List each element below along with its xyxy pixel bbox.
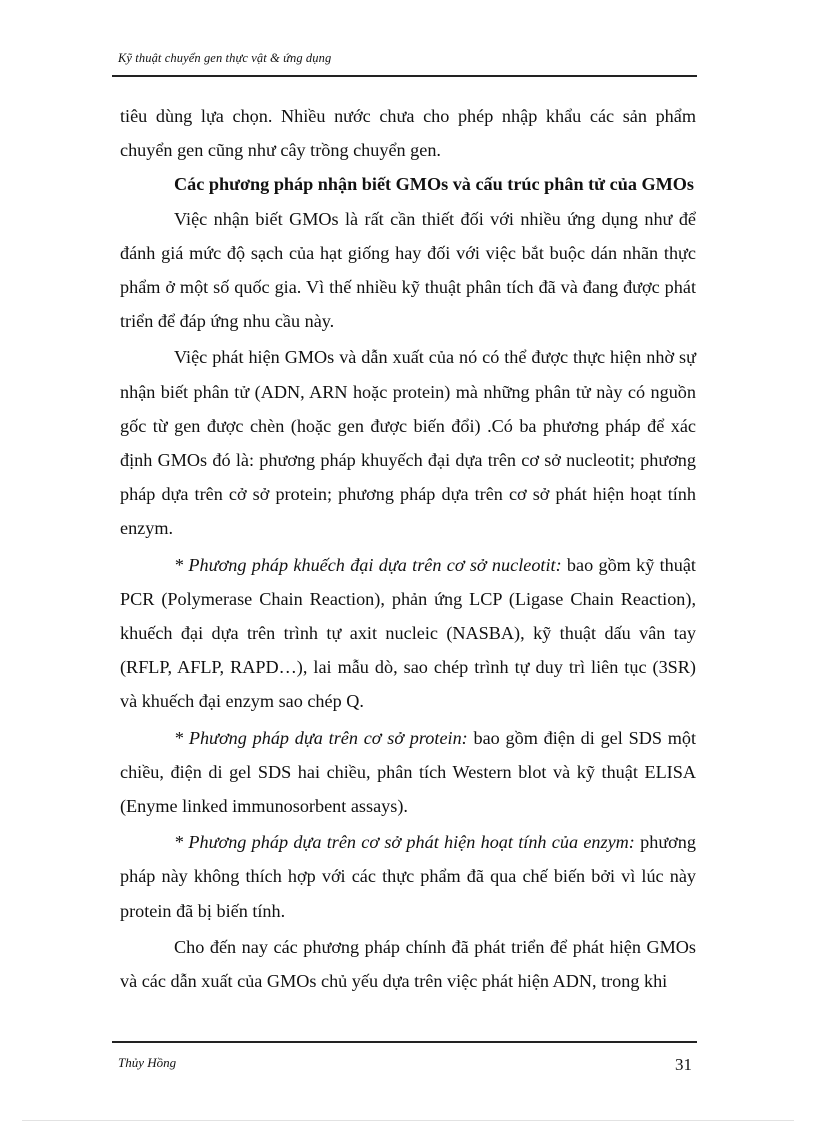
continuation-paragraph: tiêu dùng lựa chọn. Nhiều nước chưa cho phép nhập khẩu các sản phẩm chuyển gen cũng như cây trồng chuyển gen. [120,106,696,161]
paragraph-protein-method [120,721,696,824]
paragraph-dna-detection: Cho đến nay các phương pháp chính đã phát triển để phát hiện GMOs và các dẫn xuất của GMOs chủ yếu dựa trên việc phát hiện ADN, trong khi [120,936,696,992]
paragraph-nucleotide-method [120,548,696,719]
nucleotide-method-title: * Phương pháp khuếch đại dựa trên cơ sở nucleotit: [174,554,562,575]
enzyme-method-text: phương pháp này không thích hợp với các thực phẩm đã qua chế biến bởi vì lúc này protein đã bị biến tính. [120,832,696,921]
enzyme-method-title: * Phương pháp dựa trên cơ sở phát hiện hoạt tính của enzym: [174,832,635,853]
paragraph-gmo-detection-need: Việc nhận biết GMOs là rất cần thiết đối với nhiều ứng dụng như để đánh giá mức độ sạch của hạt giống hay đối với việc bắt buộc dán nhãn thực phẩm ở một số quốc gia. Vì thế nhiều kỹ thuật phân tích đã và đang được phát triển để đáp ứng nhu cầu này. [120,208,696,332]
paragraph-detection-methods: Việc phát hiện GMOs và dẫn xuất của nó có thể được thực hiện nhờ sự nhận biết phân tử (ADN, ARN hoặc protein) mà những phân tử này có nguồn gốc từ gen được chèn (hoặc gen được biến đổi) .Có ba phương pháp để xác định GMOs đó là: phương pháp khuyếch đại dựa trên cơ sở nucleotit; phương pháp dựa trên cở sở protein; phương pháp dựa trên cơ sở phát hiện hoạt tính enzym. [120,347,696,539]
section-heading: Các phương pháp nhận biết GMOs và cấu trúc phân tử của GMOs [174,174,695,195]
protein-method-text: bao gồm điện di gel SDS một chiều, điện di gel SDS hai chiều, phân tích Western blot và kỹ thuật ELISA (Enyme linked immunosorbent assays). [120,727,696,817]
footer-divider [112,1041,697,1043]
paragraph-enzyme-method [120,825,696,928]
nucleotide-method-text: bao gồm kỹ thuật PCR (Polymerase Chain Reaction), phản ứng LCP (Ligase Chain Reaction), khuếch đại dựa trên trình tự axit nucleic (NASBA), kỹ thuật dấu vân tay (RFLP, AFLP, RAPD…), lai mẫu dò, sao chép trình tự duy trì liên tục (3SR) và khuếch đại enzym sao chép Q. [120,554,696,712]
protein-method-title: * Phương pháp dựa trên cơ sở protein: [174,727,468,748]
page-body [120,99,696,998]
page-edge-line [22,1120,794,1121]
footer-author: Thủy Hồng [118,1055,177,1070]
running-header: Kỹ thuật chuyển gen thực vật & ứng dụng [118,51,332,65]
header-divider [112,75,697,77]
page-number: 31 [675,1055,692,1074]
